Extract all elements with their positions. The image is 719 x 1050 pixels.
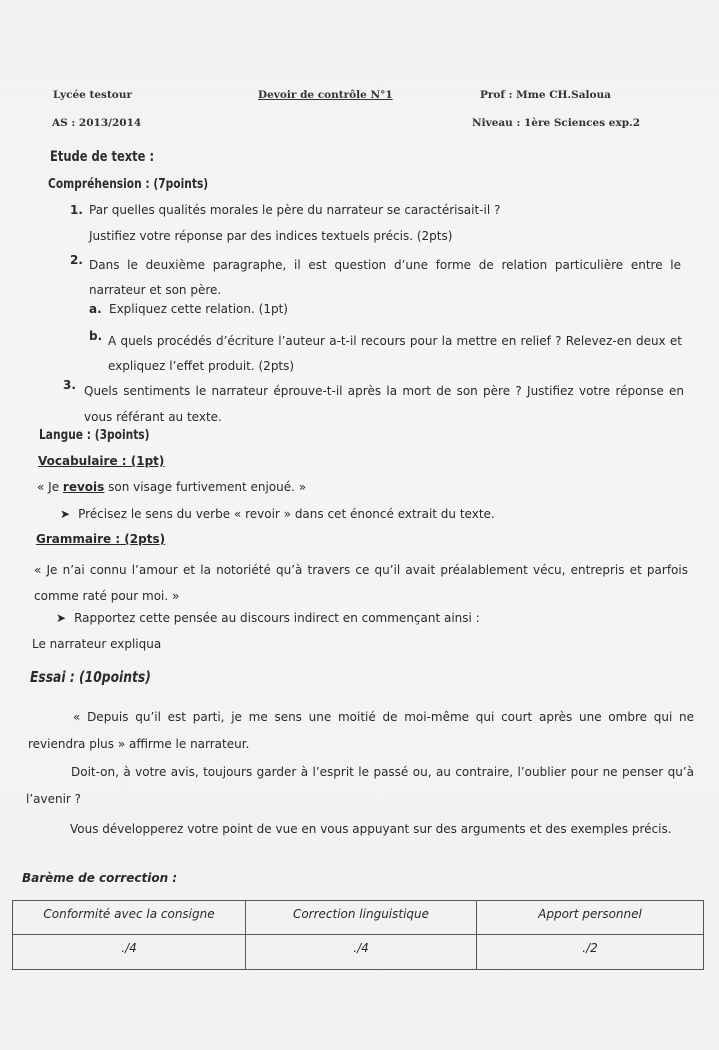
q3-text: Quels sentiments le narrateur éprouve-t-il après la mort de son père ? Justifiez votre réponse en vous référant au texte. [84, 384, 684, 424]
q2-text: Dans le deuxième paragraphe, il est question d’une forme de relation particulière entre le narrateur et son père. [89, 258, 681, 297]
grading-col-apport: Apport personnel [477, 901, 704, 935]
vocab-quote-rest: son visage furtivement enjoué. » [104, 480, 307, 494]
vocabulaire-heading: Vocabulaire : (1pt) [38, 454, 165, 468]
grading-col-consigne: Conformité avec la consigne [13, 901, 246, 935]
vocab-quote [37, 480, 306, 494]
q1-number: 1. [70, 203, 83, 217]
grading-score-row [13, 935, 704, 970]
grading-header-row [13, 901, 704, 935]
essai-heading: Essai : (10points) [30, 668, 151, 686]
bareme-heading: Barème de correction : [22, 871, 178, 885]
essai-paragraph-3: Vous développerez votre point de vue en vous appuyant sur des arguments et des exemples précis. [70, 822, 672, 836]
school-year: AS : 2013/2014 [52, 117, 142, 129]
vocab-quote-open: « Je [37, 480, 63, 494]
q1-line1: Par quelles qualités morales le père du narrateur se caractérisait-il ? [89, 203, 501, 217]
grammaire-heading: Grammaire : (2pts) [36, 532, 166, 546]
score-linguistique: ./4 [246, 935, 477, 970]
q3-number: 3. [63, 378, 76, 392]
score-consigne: ./4 [13, 935, 246, 970]
gram-quote: « Je n’ai connu l’amour et la notoriété qu’à travers ce qu’il avait préalablement vécu, entrepris et parfois comme raté pour moi. » [34, 563, 688, 603]
q1-line2: Justifiez votre réponse par des indices textuels précis. (2pts) [89, 229, 453, 243]
score-apport: ./2 [477, 935, 704, 970]
essai-paragraph-1: « Depuis qu’il est parti, je me sens une moitié de moi-même qui court après une ombre qui ne reviendra plus » affirme le narrateur. [28, 710, 694, 751]
vocab-quote-word: revois [62, 480, 105, 494]
q2-number: 2. [70, 253, 83, 267]
langue-heading: Langue : (3points) [39, 428, 150, 443]
essai-paragraph-2: Doit-on, à votre avis, toujours garder à l’esprit le passé ou, au contraire, l’oublier pour ne penser qu’à l’avenir ? [26, 765, 694, 806]
etude-heading: Etude de texte : [50, 149, 155, 165]
q2b-number: b. [89, 329, 103, 343]
vocab-task-text: Précisez le sens du verbe « revoir » dans cet énoncé extrait du texte. [78, 507, 495, 521]
grading-col-linguistique: Correction linguistique [246, 901, 477, 935]
teacher-name: Prof : Mme CH.Saloua [480, 89, 611, 101]
exam-title: Devoir de contrôle N°1 [258, 89, 393, 101]
q2a-text: Expliquez cette relation. (1pt) [109, 302, 288, 316]
gram-start: Le narrateur expliqua [32, 637, 162, 651]
q2a-number: a. [89, 302, 102, 316]
class-level: Niveau : 1ère Sciences exp.2 [472, 117, 641, 129]
gram-task-text: Rapportez cette pensée au discours indirect en commençant ainsi : [74, 611, 480, 625]
grading-table [12, 900, 704, 970]
comprehension-heading: Compréhension : (7points) [48, 177, 209, 192]
school-name: Lycée testour [53, 89, 132, 101]
q2b-text: A quels procédés d’écriture l’auteur a-t-il recours pour la mettre en relief ? Relevez-en deux et expliquez l’effet produit. (2pts) [108, 334, 682, 373]
arrow-bullet-icon: ➤ [60, 507, 71, 521]
vocab-task [60, 507, 495, 521]
gram-task [56, 611, 480, 625]
arrow-bullet-icon: ➤ [56, 611, 67, 625]
